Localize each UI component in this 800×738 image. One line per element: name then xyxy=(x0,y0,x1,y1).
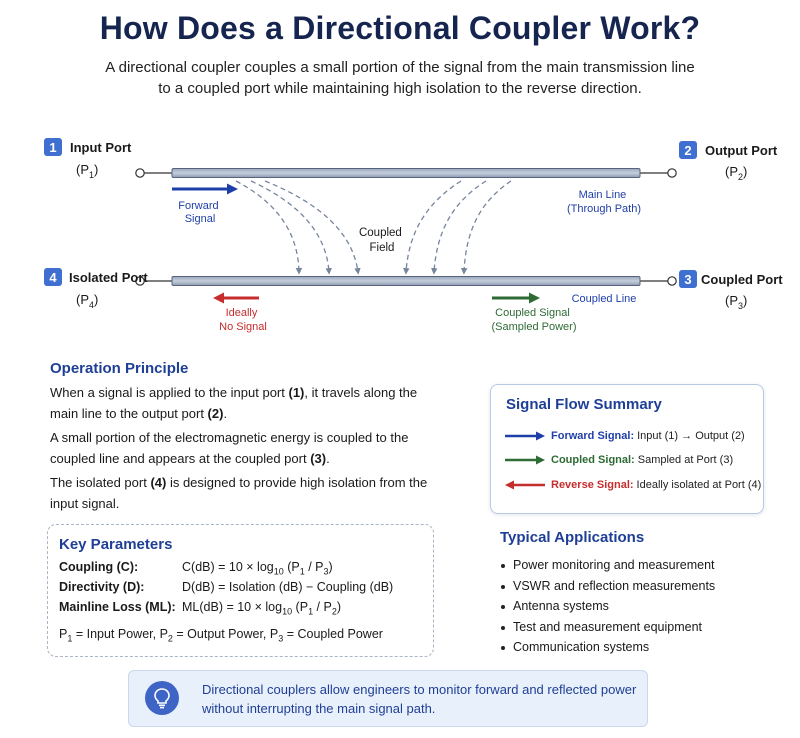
list-item: Power monitoring and measurement xyxy=(500,555,715,576)
page-title: How Does a Directional Coupler Work? xyxy=(99,10,701,46)
coupled-arrow-icon xyxy=(505,455,545,465)
port-4-label: Isolated Port xyxy=(69,270,148,285)
param-coupling-formula: $C(dB) = 10 \times \log_{10} (P_1 / P_3)$ xyxy=(182,560,333,577)
forward-arrow-icon xyxy=(505,431,545,441)
coupled-line-label: Coupled Line xyxy=(571,293,637,305)
power-definitions-note: $P_1$ = Input Power, $P_2$ = Output Power, $P_3$ = Coupled Power xyxy=(59,627,383,644)
port-2-badge xyxy=(679,141,697,159)
tip-text: Directional couplers allow engineers to monitor forward and reflected power without interrupting the main signal path. xyxy=(202,682,637,716)
forward-signal-arrow xyxy=(172,184,238,195)
list-item: Communication systems xyxy=(500,637,715,658)
param-directivity-formula: D(dB) = Isolation (dB) − Coupling (dB) xyxy=(182,580,394,594)
key-parameters-box xyxy=(47,524,434,657)
key-parameters-title: Key Parameters xyxy=(59,536,173,553)
page-subtitle: A directional coupler couples a small portion of the signal from the main transmission line to a coupled port while maintaining high isolation to the reverse direction. xyxy=(105,59,695,97)
lightbulb-icon xyxy=(145,681,179,715)
main-line-label: Main Line (Through Path) xyxy=(567,189,641,215)
operation-paragraph-1: When a signal is applied to the input port (1), it travels along the main line to the output port (2). xyxy=(50,385,418,421)
coupled-field-label: Coupled Field xyxy=(358,227,402,254)
list-item: VSWR and reflection measurements xyxy=(500,576,715,597)
svg-text:1: 1 xyxy=(49,140,57,155)
tip-banner xyxy=(128,670,648,727)
operation-paragraph-2: A small portion of the electromagnetic energy is coupled to the coupled line and appears at the coupled port (3). xyxy=(50,430,409,466)
coupled-signal-label: Coupled Signal (Sampled Power) xyxy=(491,307,577,333)
summary-row-forward: Forward Signal: Input (1) → Output (2) xyxy=(505,428,745,444)
port-1-symbol: $(P_1)$ xyxy=(76,162,99,180)
coupled-signal-arrow xyxy=(492,293,540,304)
operation-principle-title: Operation Principle xyxy=(50,360,189,377)
port-3-label: Coupled Port xyxy=(701,272,783,287)
port-2-symbol: $(P_2)$ xyxy=(725,164,748,182)
list-item: Test and measurement equipment xyxy=(500,617,715,638)
port-3-symbol: $(P_3)$ xyxy=(725,293,748,311)
summary-row-coupled: Coupled Signal: Sampled at Port (3) xyxy=(505,452,733,468)
port-1-badge xyxy=(44,138,62,156)
param-coupling-label: Coupling (C): xyxy=(59,560,139,574)
param-mainline-loss-label: Mainline Loss (ML): xyxy=(59,600,176,614)
port-4-symbol: $(P_4)$ xyxy=(76,292,99,310)
svg-text:2: 2 xyxy=(684,143,692,158)
signal-flow-summary xyxy=(490,384,764,514)
coupled-line xyxy=(136,277,676,286)
port-4-badge xyxy=(44,268,62,286)
port-1-label: Input Port xyxy=(70,140,132,155)
operation-paragraph-3: The isolated port (4) is designed to provide high isolation from the input signal. xyxy=(50,475,428,511)
reverse-signal-arrow xyxy=(213,293,259,304)
typical-applications-title: Typical Applications xyxy=(500,529,645,546)
param-mainline-loss-formula: $ML(dB) = 10 \times \log_{10} (P_1 / P_2)$ xyxy=(182,600,342,617)
port-3-badge xyxy=(679,270,697,288)
coupler-diagram xyxy=(0,0,800,345)
applications-list xyxy=(500,555,715,658)
port-2-label: Output Port xyxy=(705,143,778,158)
summary-row-reverse: Reverse Signal: Ideally isolated at Port (4) xyxy=(505,477,761,493)
ideally-no-signal-label: Ideally No Signal xyxy=(219,307,267,333)
signal-flow-summary-title: Signal Flow Summary xyxy=(506,396,662,413)
param-directivity-label: Directivity (D): xyxy=(59,580,145,594)
svg-text:3: 3 xyxy=(684,272,692,287)
main-line xyxy=(136,169,676,178)
forward-signal-label: Forward Signal xyxy=(178,200,219,225)
svg-text:4: 4 xyxy=(49,270,57,285)
list-item: Antenna systems xyxy=(500,596,715,617)
reverse-arrow-icon xyxy=(505,480,545,490)
